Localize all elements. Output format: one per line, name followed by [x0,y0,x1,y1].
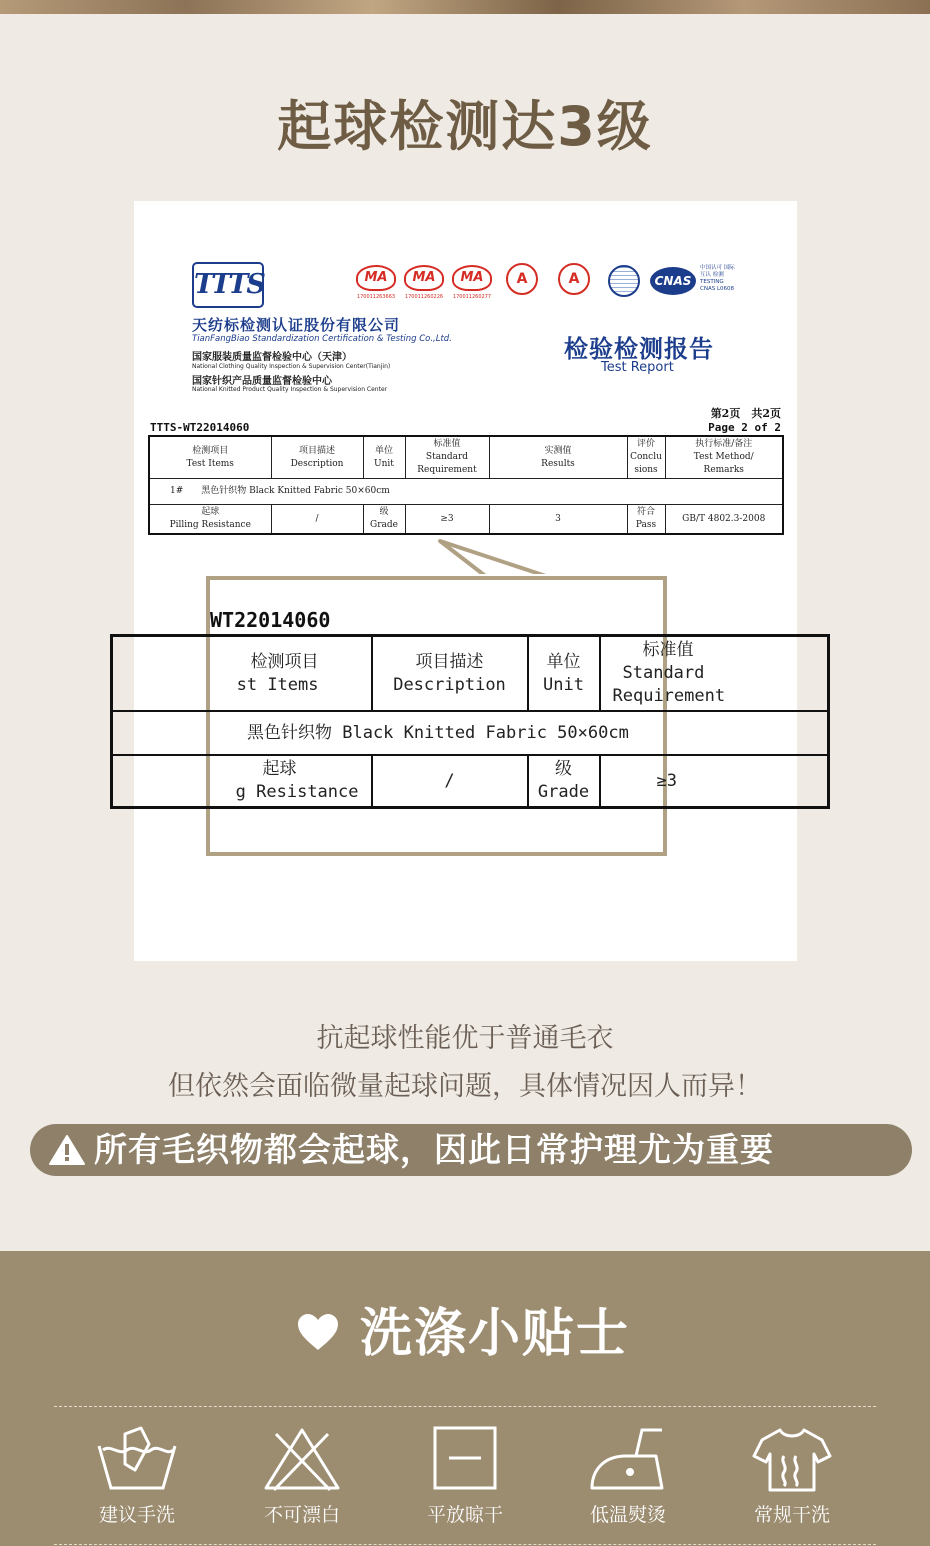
ma-number: 170011260226 [404,294,444,300]
care-label: 不可漂白 [263,1504,340,1526]
care-item-dry-clean [737,1426,847,1527]
care-item-low-iron [573,1426,683,1527]
care-label: 低温熨烫 [589,1504,666,1526]
row-result: 3 [489,505,627,535]
certification-stamps [354,263,754,305]
cal-stamp-icon: A [558,263,590,295]
table-row [149,479,783,505]
ma-stamp-icon: MA [356,265,396,291]
header-test-items: 检测项目 Test Items [149,436,271,479]
header-standard: 标准值 Standard Requirement [405,436,489,479]
care-label: 平放晾干 [426,1504,503,1526]
zoom-header-row [112,636,829,712]
report-table [148,435,784,535]
hand-wash-icon [95,1426,179,1492]
zoom-sample-cell: 黑色针织物 Black Knitted Fabric 50×60cm [112,711,829,755]
ma-number: 170011260277 [452,294,492,300]
care-item-hand-wash [82,1426,192,1527]
table-row [149,505,783,535]
washing-tips-section [0,1251,930,1546]
report-number: TTTS-WT22014060 [150,421,250,434]
header-conclusions: 评价 Conclu sions [627,436,665,479]
care-item-dry-flat [410,1426,520,1527]
table-row [112,755,829,808]
dry-clean-icon [750,1426,834,1492]
ma-stamp-icon: MA [404,265,444,291]
top-decorative-strip [0,0,930,14]
center2-en: National Knitted Product Quality Inspection & Supervision Center [192,386,388,393]
report-title-cn: 检验检测报告 [564,334,714,363]
zoom-header-items: 检测项目 st Items [112,636,372,712]
cnas-text: 中国认可 国际互认 检测 TESTING CNAS L0608 [700,265,735,292]
sample-cell: 1# 黑色针织物 Black Knitted Fabric 50×60cm [149,479,783,505]
no-bleach-icon [260,1426,344,1492]
zoom-row-item: 起球 g Resistance [112,755,372,808]
care-item-no-bleach [247,1426,357,1527]
row-unit: 级 Grade [363,505,405,535]
ttts-logo: TTTS [192,262,264,308]
org-name-en: TianFangBiao Standardization Certification & Testing Co.,Ltd. [192,334,452,344]
row-method: GB/T 4802.3-2008 [665,505,783,535]
zoom-row-description: / [372,755,528,808]
ilac-globe-icon [608,265,640,297]
zoom-header-standard: 标准值 Standard Requirement [600,636,829,712]
care-label: 建议手洗 [98,1504,175,1526]
warning-triangle-icon [48,1134,86,1166]
tips-title: 洗涤小贴士 [359,1304,630,1364]
zoomed-callout [206,576,726,856]
note-line-1: 抗起球性能优于普通毛衣 [316,1023,614,1054]
low-iron-icon [586,1426,670,1492]
row-standard: ≥3 [405,505,489,535]
center2-cn: 国家针织产品质量监督检验中心 [192,376,332,387]
table-row [112,711,829,755]
cal-stamp-icon: A [506,263,538,295]
page-heading: 起球检测达3级 [277,95,653,158]
zoom-report-number: WT22014060 [210,608,331,632]
zoom-table [110,634,830,809]
warning-text: 所有毛织物都会起球，因此日常护理尤为重要 [94,1130,774,1169]
zoom-header-unit: 单位 Unit [528,636,600,712]
header-description: 项目描述 Description [271,436,363,479]
page-number-cn: 第2页 共2页 [710,407,781,420]
care-label: 常规干洗 [753,1504,830,1526]
note-line-2: 但依然会面临微量起球问题，具体情况因人而异！ [168,1071,762,1102]
table-header-row [149,436,783,479]
ma-number: 170011263663 [356,294,396,300]
center1-cn: 国家服装质量监督检验中心（天津） [192,352,352,363]
zoom-header-description: 项目描述 Description [372,636,528,712]
report-title-en: Test Report [601,360,674,375]
cnas-logo-icon: CNAS [650,267,696,295]
divider-top [54,1406,876,1407]
org-name-cn: 天纺标检测认证股份有限公司 [192,316,401,334]
header-results: 实测值 Results [489,436,627,479]
row-description: / [271,505,363,535]
zoom-row-standard: ≥3 [600,755,829,808]
warning-banner [30,1124,912,1176]
ma-stamp-icon: MA [452,265,492,291]
row-test-item: 起球 Pilling Resistance [149,505,271,535]
dry-flat-icon [423,1426,507,1492]
divider-bottom [54,1544,876,1545]
zoom-row-unit: 级 Grade [528,755,600,808]
header-test-method: 执行标准/备注 Test Method/ Remarks [665,436,783,479]
page-number-en: Page 2 of 2 [708,421,781,434]
row-conclusion: 符合 Pass [627,505,665,535]
header-unit: 单位 Unit [363,436,405,479]
center1-en: National Clothing Quality Inspection & Supervision Center(Tianjin) [192,363,391,370]
